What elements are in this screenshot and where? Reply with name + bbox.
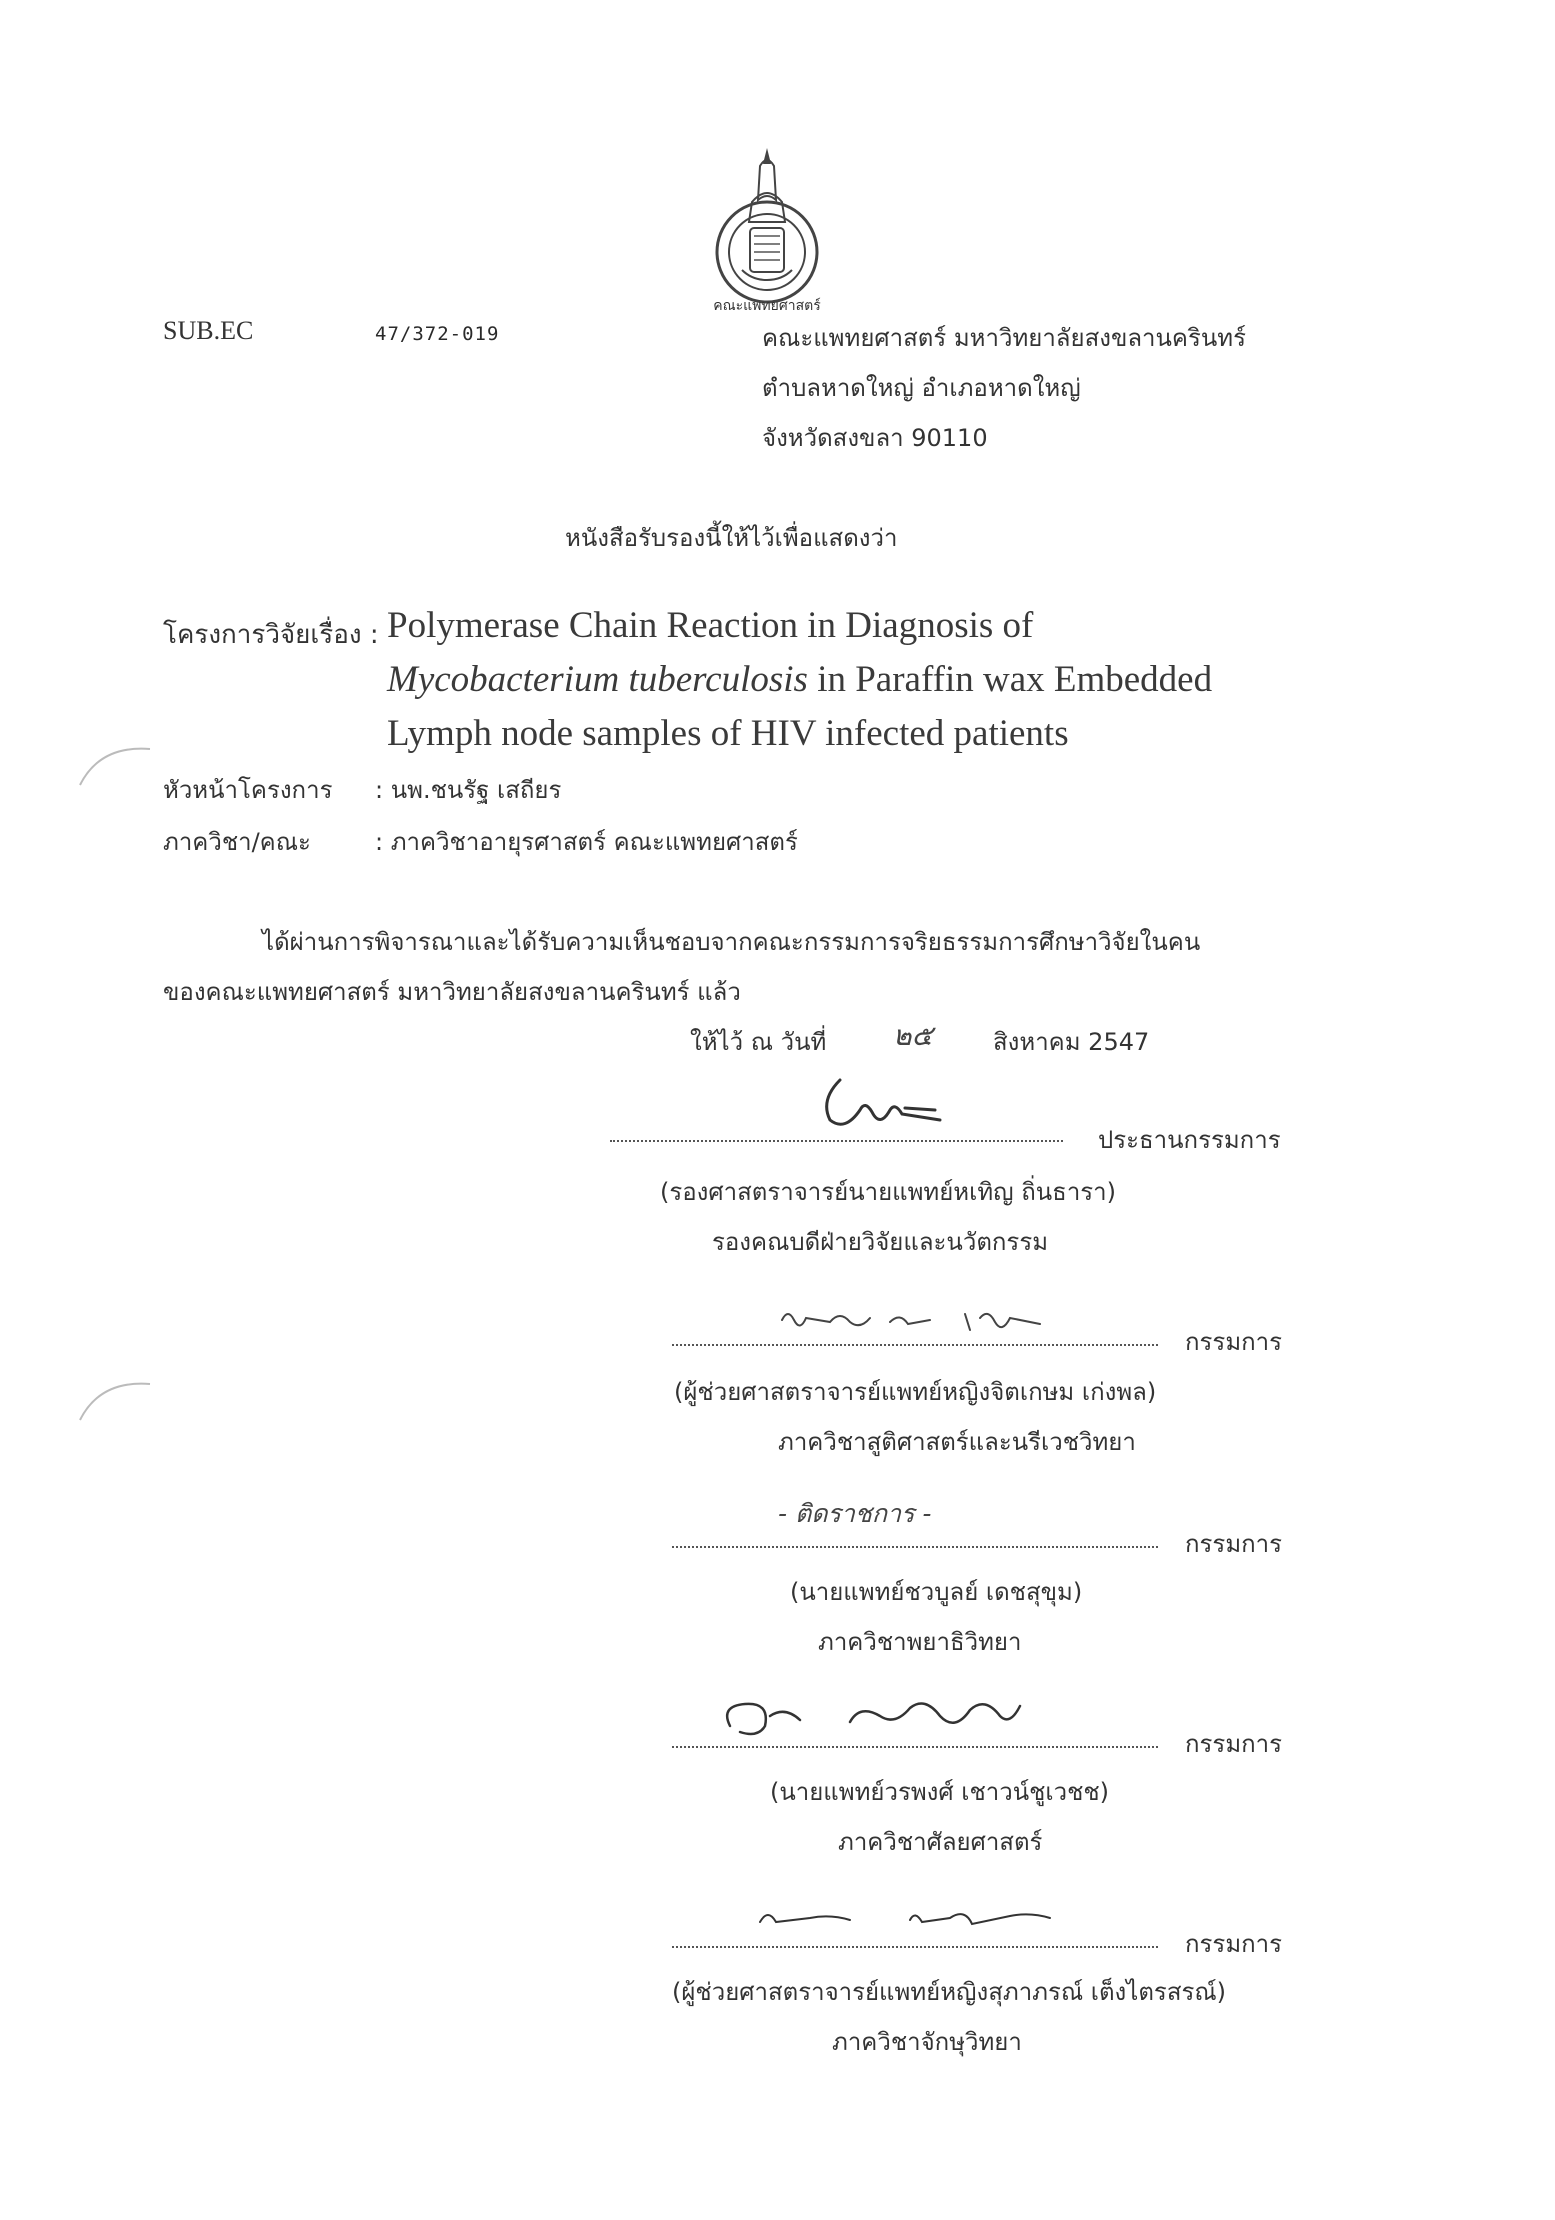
signatory-2-role: กรรมการ <box>1185 1328 1283 1356</box>
signatory-3-handwritten-note: - ติดราชการ - <box>778 1499 932 1528</box>
date-day-handwritten: ๒๕ <box>893 1019 933 1052</box>
reference-code: SUB.EC <box>163 316 254 345</box>
signature-line-4 <box>672 1746 1158 1748</box>
reference-number: 47/372-019 <box>375 323 500 345</box>
project-title-line-2-rest: in Paraffin wax Embedded <box>807 659 1213 700</box>
address-line-1: คณะแพทยศาสตร์ มหาวิทยาลัยสงขลานครินทร์ <box>762 324 1246 352</box>
signature-scribble-4 <box>710 1686 1070 1746</box>
department-label: ภาควิชา/คณะ <box>163 828 311 856</box>
signatory-1-name: (รองศาสตราจารย์นายแพทย์หเทิญ ถิ่นธารา) <box>660 1178 1117 1206</box>
signatory-2-position: ภาควิชาสูติศาสตร์และนรีเวชวิทยา <box>778 1428 1136 1456</box>
project-title-line-3: Lymph node samples of HIV infected patients <box>387 713 1069 754</box>
address-line-2: ตำบลหาดใหญ่ อำเภอหาดใหญ่ <box>762 374 1081 402</box>
organism-name: Mycobacterium tuberculosis <box>387 659 808 700</box>
project-title-line-2 <box>387 658 1212 701</box>
body-line-2: ของคณะแพทยศาสตร์ มหาวิทยาลัยสงขลานครินทร์ แล้ว <box>163 978 741 1006</box>
punch-hole-mark-top <box>70 735 160 815</box>
signature-scribble-1 <box>810 1070 960 1140</box>
signatory-5-name: (ผู้ช่วยศาสตราจารย์แพทย์หญิงสุภาภรณ์ เต็งไตรสรณ์) <box>672 1978 1226 2006</box>
signatory-5-role: กรรมการ <box>1185 1930 1283 1958</box>
svg-text:คณะแพทยศาสตร์: คณะแพทยศาสตร์ <box>713 298 821 314</box>
faculty-seal <box>692 140 842 315</box>
signatory-4-role: กรรมการ <box>1185 1730 1283 1758</box>
signatory-4-position: ภาควิชาศัลยศาสตร์ <box>838 1828 1043 1856</box>
signature-line-5 <box>672 1946 1158 1948</box>
date-month-year: สิงหาคม 2547 <box>993 1028 1150 1056</box>
body-line-1: ได้ผ่านการพิจารณาและได้รับความเห็นชอบจากคณะกรรมการจริยธรรมการศึกษาวิจัยในคน <box>262 928 1201 956</box>
project-label: โครงการวิจัยเรื่อง : <box>163 620 379 650</box>
department-value: : ภาควิชาอายุรศาสตร์ คณะแพทยศาสตร์ <box>375 828 798 856</box>
signatory-1-position: รองคณบดีฝ่ายวิจัยและนวัตกรรม <box>712 1228 1049 1256</box>
head-label: หัวหน้าโครงการ <box>163 776 333 804</box>
signatory-1-role: ประธานกรรมการ <box>1098 1126 1281 1154</box>
signatory-4-name: (นายแพทย์วรพงศ์ เชาวน์ชูเวชช) <box>770 1778 1110 1806</box>
signatory-2-name: (ผู้ช่วยศาสตราจารย์แพทย์หญิงจิตเกษม เก่งพล) <box>674 1378 1157 1406</box>
signature-line-2 <box>672 1344 1158 1346</box>
certificate-heading: หนังสือรับรองนี้ให้ไว้เพื่อแสดงว่า <box>565 524 898 552</box>
punch-hole-mark-bottom <box>70 1370 160 1450</box>
signature-scribble-2 <box>770 1300 1070 1345</box>
head-value: : นพ.ชนรัฐ เสถียร <box>375 776 562 804</box>
signature-line-3 <box>672 1546 1158 1548</box>
signature-line-1 <box>610 1140 1063 1142</box>
signatory-3-name: (นายแพทย์ชวบูลย์ เดชสุขุม) <box>790 1578 1083 1606</box>
address-line-3: จังหวัดสงขลา 90110 <box>762 424 988 452</box>
signatory-3-position: ภาควิชาพยาธิวิทยา <box>818 1628 1022 1656</box>
date-prefix: ให้ไว้ ณ วันที่ <box>690 1028 827 1056</box>
project-title-line-1: Polymerase Chain Reaction in Diagnosis of <box>387 605 1034 646</box>
signature-scribble-5 <box>750 1898 1130 1938</box>
signatory-3-role: กรรมการ <box>1185 1530 1283 1558</box>
signatory-5-position: ภาควิชาจักษุวิทยา <box>832 2028 1022 2056</box>
